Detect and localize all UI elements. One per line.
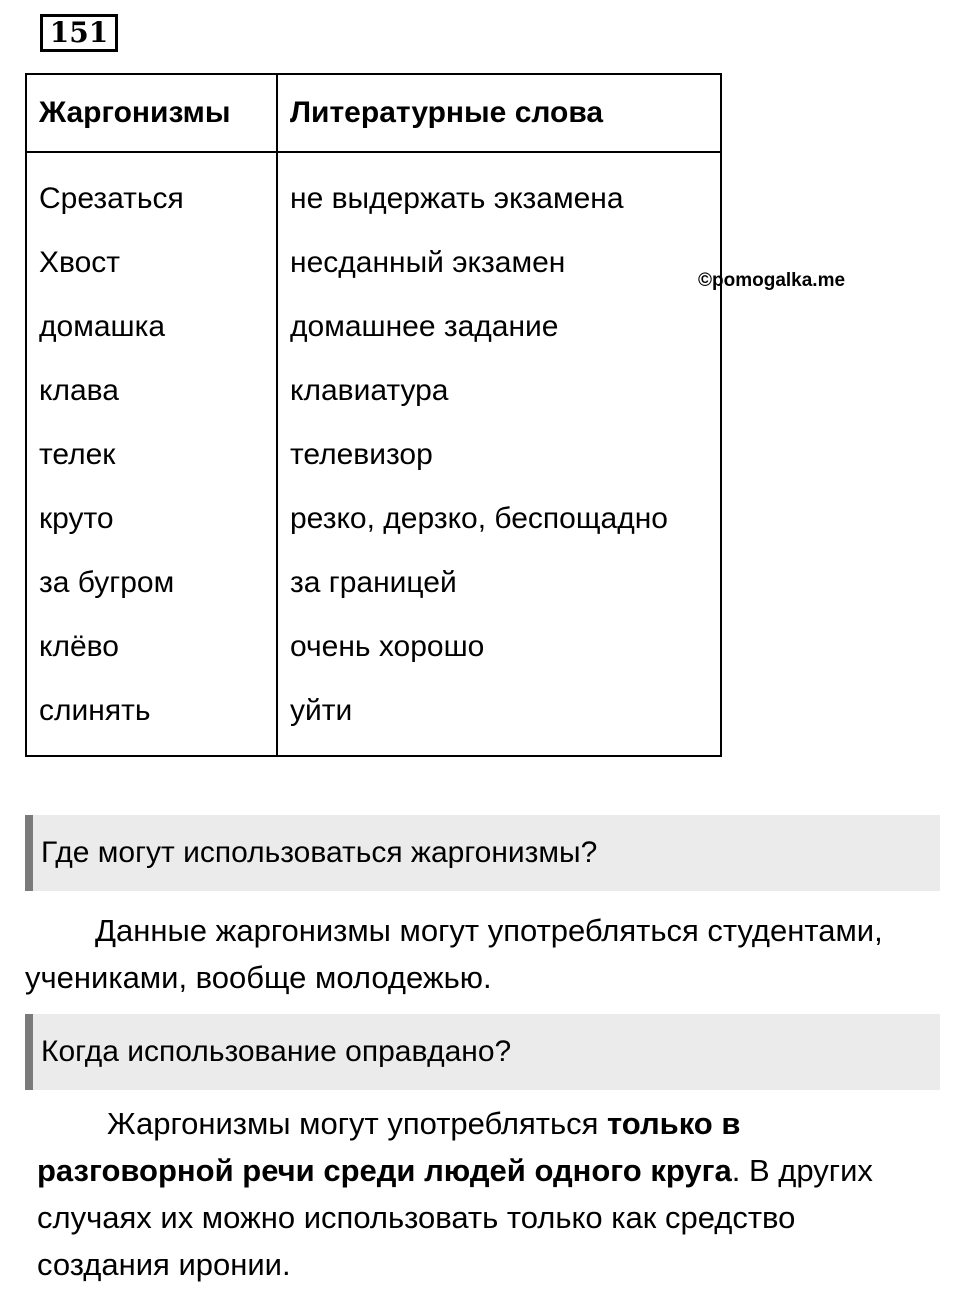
jargon-cell: телек: [26, 423, 277, 487]
answer-when-emphasis: только в разговорной речи среди людей одного круга: [37, 1106, 741, 1188]
jargon-cell: клёво: [26, 615, 277, 679]
answer-when-text-start: Жаргонизмы могут употребляться: [107, 1106, 608, 1141]
task-number: 151: [40, 14, 118, 52]
jargon-cell: клава: [26, 359, 277, 423]
literary-cell: за границей: [290, 566, 457, 599]
copyright-watermark: ©pomogalka.me: [698, 270, 846, 291]
jargon-table: [25, 73, 722, 757]
literary-cell: несданный экзамен: [290, 246, 566, 279]
answer-when: [37, 1100, 917, 1288]
question-box-when: Когда использование оправдано?: [25, 1014, 940, 1090]
header-literary: Литературные слова: [277, 74, 721, 152]
question-box-where: Где могут использоваться жаргонизмы?: [25, 815, 940, 891]
jargon-cell: домашка: [26, 295, 277, 359]
jargon-cell: круто: [26, 487, 277, 551]
table-row: [26, 295, 721, 359]
jargon-cell: Хвост: [26, 231, 277, 295]
literary-cell: очень хорошо: [290, 630, 485, 663]
literary-cell: клавиатура: [290, 374, 449, 407]
table-row: [26, 487, 721, 551]
jargon-cell: за бугром: [26, 551, 277, 615]
table-row: [26, 679, 721, 756]
table-row: [26, 152, 721, 231]
table-row: [26, 551, 721, 615]
header-jargon: Жаргонизмы: [26, 74, 277, 152]
literary-cell: уйти: [290, 694, 353, 727]
jargon-cell: Срезаться: [26, 152, 277, 231]
literary-cell: не выдержать экзамена: [290, 182, 624, 215]
literary-cell: телевизор: [290, 438, 433, 471]
table-row: [26, 231, 721, 295]
table-row: [26, 359, 721, 423]
literary-cell: домашнее задание: [290, 310, 559, 343]
jargon-cell: слинять: [26, 679, 277, 756]
answer-where: Данные жаргонизмы могут употребляться студентами, учениками, вообще молодежью.: [25, 913, 883, 995]
table-row: [26, 615, 721, 679]
table-row: [26, 423, 721, 487]
answer-when-text-end: . В других случаях их можно использовать только как средство создания иронии.: [37, 1153, 873, 1282]
table-header-row: [26, 74, 721, 152]
literary-cell: резко, дерзко, беспощадно: [290, 502, 668, 535]
